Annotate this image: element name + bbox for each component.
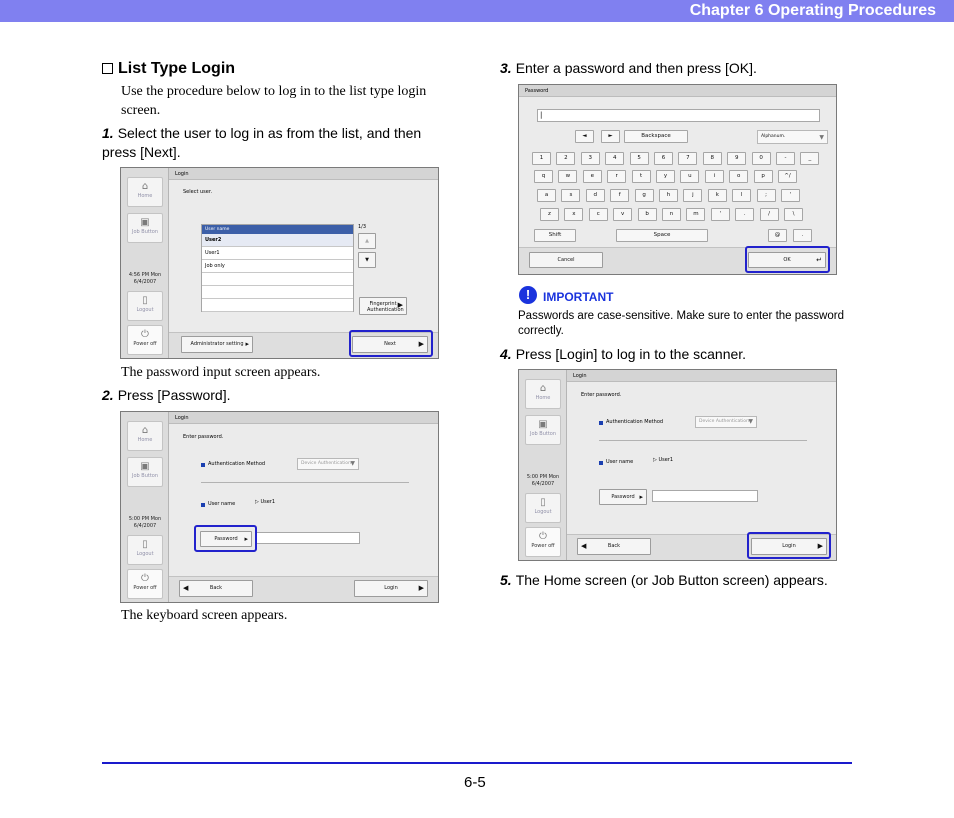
keyboard-key[interactable]: \: [784, 208, 803, 221]
auth-method-label: Authentication Method: [606, 419, 664, 425]
triangle-icon: ▷: [255, 499, 259, 505]
keyboard-key[interactable]: k: [708, 189, 727, 202]
user-name-value: ▷ User1: [653, 457, 674, 463]
keyboard-key[interactable]: ;: [757, 189, 776, 202]
keyboard-key[interactable]: ^/: [778, 170, 797, 183]
arrow-right-icon: ►: [608, 133, 613, 139]
step-text: Enter a password and then press [OK].: [515, 60, 757, 76]
screen-title: Login: [169, 168, 438, 180]
enter-icon: ↵: [816, 256, 822, 264]
step-number: 5.: [500, 572, 512, 588]
prompt: Select user.: [183, 189, 213, 195]
ok-button[interactable]: OK ↵: [748, 252, 826, 268]
keyboard-key[interactable]: 2: [556, 152, 575, 165]
dropdown-arrow-icon: ▼: [350, 460, 355, 467]
step-number: 3.: [500, 60, 512, 76]
keyboard-key[interactable]: u: [680, 170, 699, 183]
auth-method-label: Authentication Method: [208, 461, 266, 467]
user-name-label: User name: [606, 459, 634, 465]
password-field[interactable]: [652, 490, 758, 502]
power-off-button[interactable]: ⏻ Power off: [127, 325, 163, 355]
step-3: [500, 59, 850, 78]
power-icon: ⏻: [141, 329, 149, 340]
keyboard-key[interactable]: 1: [532, 152, 551, 165]
step-text: Press [Password].: [117, 387, 231, 403]
down-arrow-icon: ▼: [365, 257, 369, 263]
keyboard-key[interactable]: l: [732, 189, 751, 202]
user-list-row[interactable]: [202, 273, 353, 286]
divider: [599, 440, 807, 441]
important-icon: !: [519, 286, 537, 304]
user-list-row[interactable]: [202, 299, 353, 312]
job-button-button[interactable]: ▣ Job Button: [525, 415, 561, 445]
step-number: 1.: [102, 125, 114, 141]
keyboard-key[interactable]: f: [610, 189, 629, 202]
fingerprint-auth-button[interactable]: Fingerprint Authentication ▶: [359, 297, 407, 315]
job-icon: ▣: [140, 217, 150, 228]
important-text: Passwords are case-sensitive. Make sure to enter the password correctly.: [518, 310, 844, 337]
password-button[interactable]: Password ▸: [599, 489, 647, 505]
triangle-icon: ▷: [653, 457, 657, 463]
keyboard-key[interactable]: q: [534, 170, 553, 183]
highlight-frame: [745, 246, 830, 273]
screenshot-login-ready: [518, 369, 837, 561]
keyboard-key[interactable]: b: [638, 208, 657, 221]
job-button-button[interactable]: ▣ Job Button: [127, 213, 163, 243]
keyboard-key[interactable]: v: [613, 208, 632, 221]
login-button[interactable]: Login ▶: [354, 580, 428, 597]
dropdown-arrow-icon: ▼: [819, 134, 824, 141]
keyboard-key[interactable]: s: [561, 189, 580, 202]
arrow-right-icon: ▸: [244, 535, 248, 543]
backspace-key[interactable]: Backspace: [624, 130, 688, 143]
screenshot-keyboard: [518, 84, 837, 275]
keyboard-key[interactable]: 0: [752, 152, 771, 165]
keyboard-key[interactable]: m: [686, 208, 705, 221]
shift-key[interactable]: Shift: [534, 229, 576, 242]
logout-icon: ▯: [540, 497, 546, 508]
job-icon: ▣: [140, 461, 150, 472]
power-icon: ⏻: [539, 531, 547, 542]
keyboard-key[interactable]: z: [540, 208, 559, 221]
step-2: [102, 386, 442, 405]
keyboard-key[interactable]: 3: [581, 152, 600, 165]
password-button[interactable]: Password ▸: [200, 531, 252, 547]
back-button[interactable]: ◀ Back: [179, 580, 253, 597]
highlight-frame: [349, 330, 433, 357]
screenshot-enter-password: [120, 411, 439, 603]
section-title-text: List Type Login: [118, 60, 236, 77]
keyboard-key[interactable]: i: [705, 170, 724, 183]
divider: [201, 482, 409, 483]
keyboard-key[interactable]: g: [635, 189, 654, 202]
clock: 5:00 PM Mon 6/4/2007: [526, 474, 560, 487]
prompt: Enter password.: [183, 434, 224, 440]
keyboard-key[interactable]: w: [558, 170, 577, 183]
power-icon: ⏻: [141, 573, 149, 584]
logout-button[interactable]: ▯ Logout: [127, 291, 163, 321]
page-number: 6-5: [464, 774, 486, 791]
auth-method-dropdown[interactable]: Device Authentication ▼: [297, 458, 359, 470]
logout-icon: ▯: [142, 539, 148, 550]
bullet-icon: [599, 461, 603, 465]
back-button[interactable]: ◀ Back: [577, 538, 651, 555]
keyboard-key[interactable]: h: [659, 189, 678, 202]
highlight-frame: [747, 532, 831, 559]
step-text: The Home screen (or Job Button screen) appears.: [515, 572, 828, 588]
logout-icon: ▯: [142, 295, 148, 306]
keyboard-key[interactable]: c: [589, 208, 608, 221]
job-icon: ▣: [538, 419, 548, 430]
arrow-right-icon: ▶: [817, 542, 823, 550]
sidebar: [121, 412, 169, 602]
clock: 5:00 PM Mon 6/4/2007: [128, 516, 162, 529]
keyboard-key[interactable]: d: [586, 189, 605, 202]
keyboard-key[interactable]: x: [564, 208, 583, 221]
clock: 4:56 PM Mon 6/4/2007: [128, 272, 162, 285]
footer-rule: [102, 762, 852, 764]
password-input[interactable]: |: [537, 109, 820, 122]
keyboard-key[interactable]: 9: [727, 152, 746, 165]
home-button[interactable]: ⌂ Home: [525, 379, 561, 409]
cursor-left-key[interactable]: [575, 130, 594, 143]
screen-title: Login: [567, 370, 836, 382]
screenshot-select-user: [120, 167, 439, 359]
keyboard-key[interactable]: ': [781, 189, 800, 202]
keyboard-key[interactable]: t: [632, 170, 651, 183]
screen-title: Password: [519, 85, 836, 97]
home-icon: ⌂: [141, 425, 149, 436]
cursor-right-key[interactable]: [601, 130, 620, 143]
home-button[interactable]: ⌂ Home: [127, 421, 163, 451]
home-icon: ⌂: [141, 181, 149, 192]
step-text: Select the user to log in as from the list, and then press [Next].: [102, 125, 422, 160]
keyboard-key[interactable]: 6: [654, 152, 673, 165]
next-button[interactable]: Next ▶: [352, 336, 428, 353]
keyboard-key[interactable]: e: [583, 170, 602, 183]
keyboard-key[interactable]: a: [537, 189, 556, 202]
power-off-button[interactable]: ⏻ Power off: [525, 527, 561, 557]
step-number: 4.: [500, 346, 512, 362]
keyboard-key[interactable]: .: [735, 208, 754, 221]
user-list-row[interactable]: Job only: [202, 260, 353, 273]
logout-button[interactable]: ▯ Logout: [525, 493, 561, 523]
dot-key[interactable]: .: [793, 229, 812, 242]
cancel-button[interactable]: Cancel: [529, 252, 603, 268]
keyboard-key[interactable]: ': [711, 208, 730, 221]
sidebar: [519, 370, 567, 560]
step-5: [500, 571, 850, 590]
keyboard-key[interactable]: r: [607, 170, 626, 183]
scroll-up-button[interactable]: [358, 233, 376, 249]
bullet-icon: [599, 421, 603, 425]
keyboard-key[interactable]: 8: [703, 152, 722, 165]
user-list-row[interactable]: [202, 286, 353, 299]
arrow-left-icon: ◀: [183, 584, 189, 592]
user-list: [201, 224, 354, 312]
note-step1: The password input screen appears.: [121, 365, 321, 380]
login-button[interactable]: Login ▶: [751, 538, 827, 555]
logout-button[interactable]: ▯ Logout: [127, 535, 163, 565]
home-icon: ⌂: [539, 383, 547, 394]
arrow-left-icon: ◄: [582, 133, 587, 139]
chapter-title: Chapter 6 Operating Procedures: [689, 2, 936, 19]
up-arrow-icon: ▲: [365, 238, 369, 244]
list-header: User name: [202, 225, 353, 234]
keyboard-key[interactable]: 7: [678, 152, 697, 165]
auth-method-dropdown[interactable]: Device Authentication ▼: [695, 416, 757, 428]
sidebar: [121, 168, 169, 358]
job-button-button[interactable]: ▣ Job Button: [127, 457, 163, 487]
arrow-left-icon: ◀: [581, 542, 587, 550]
keyboard-key[interactable]: y: [656, 170, 675, 183]
step-4: [500, 345, 850, 364]
chapter-header-bar: [0, 0, 954, 22]
home-button[interactable]: ⌂ Home: [127, 177, 163, 207]
bullet-icon: [201, 503, 205, 507]
keyboard-key[interactable]: 5: [630, 152, 649, 165]
arrow-right-icon: ▸: [245, 340, 249, 348]
keyboard-key[interactable]: n: [662, 208, 681, 221]
important-label: IMPORTANT: [543, 290, 614, 304]
prompt: Enter password.: [581, 392, 622, 398]
space-key[interactable]: Space: [616, 229, 708, 242]
arrow-right-icon: ▶: [418, 584, 424, 592]
page-indicator: 1/3: [358, 224, 367, 230]
arrow-right-icon: ▶: [418, 340, 424, 348]
note-step2: The keyboard screen appears.: [121, 608, 288, 623]
step-text: Press [Login] to log in to the scanner.: [515, 346, 747, 362]
user-name-value: ▷ User1: [255, 499, 276, 505]
screen-title: Login: [169, 412, 438, 424]
input-mode-dropdown[interactable]: Alphanum. ▼: [757, 130, 828, 144]
keyboard-key[interactable]: _: [800, 152, 819, 165]
keyboard-key[interactable]: p: [754, 170, 773, 183]
administrator-setting-button[interactable]: Administrator setting ▸: [181, 336, 253, 353]
at-key[interactable]: @: [768, 229, 787, 242]
checkbox-bullet-icon: [102, 63, 113, 74]
keyboard-key[interactable]: -: [776, 152, 795, 165]
user-list-row[interactable]: User1: [202, 247, 353, 260]
keyboard-key[interactable]: j: [683, 189, 702, 202]
arrow-right-icon: ▸: [639, 493, 643, 501]
keyboard-key[interactable]: /: [760, 208, 779, 221]
keyboard-key[interactable]: 4: [605, 152, 624, 165]
highlight-frame: [194, 525, 257, 552]
user-list-row[interactable]: User2: [202, 234, 353, 247]
bullet-icon: [201, 463, 205, 467]
scroll-down-button[interactable]: [358, 252, 376, 268]
section-intro: Use the procedure below to log in to the list type login screen.: [121, 84, 427, 118]
password-field[interactable]: [256, 532, 360, 544]
keyboard-key[interactable]: o: [729, 170, 748, 183]
step-1: [102, 124, 442, 162]
power-off-button[interactable]: ⏻ Power off: [127, 569, 163, 599]
dropdown-arrow-icon: ▼: [748, 418, 753, 425]
arrow-right-icon: ▶: [397, 301, 403, 309]
user-name-label: User name: [208, 501, 236, 507]
step-number: 2.: [102, 387, 114, 403]
section-title: [102, 60, 235, 78]
